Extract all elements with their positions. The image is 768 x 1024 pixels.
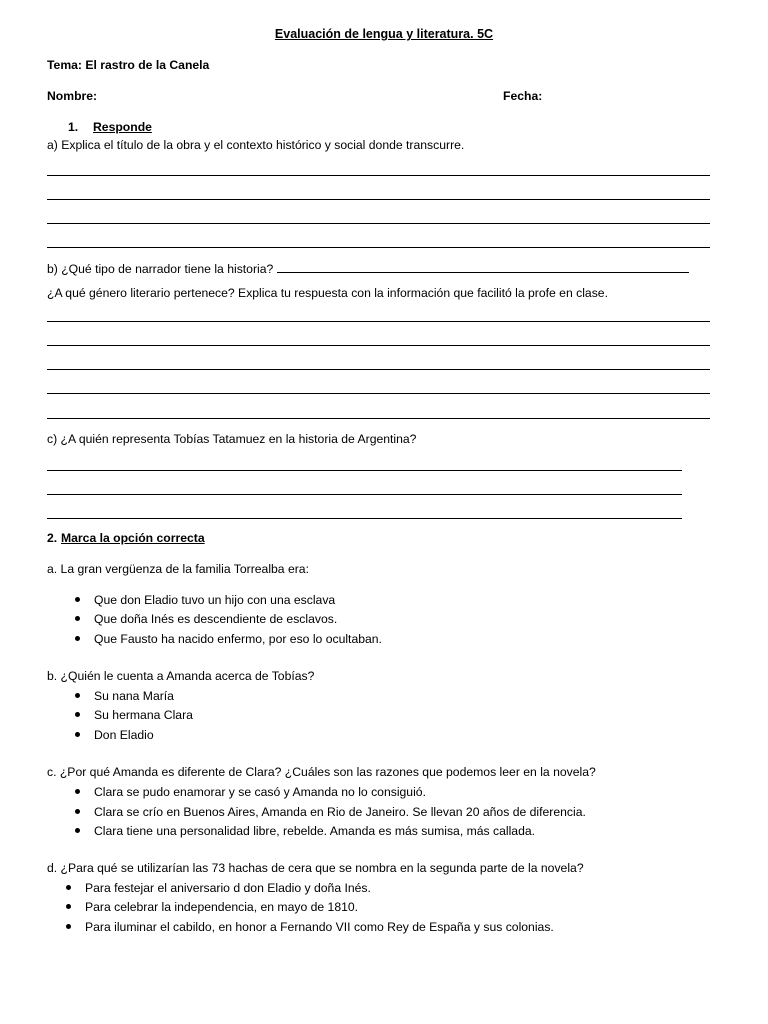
question-1c: c) ¿A quién representa Tobías Tatamuez en la historia de Argentina? — [47, 432, 417, 446]
option[interactable]: Clara tiene una personalidad libre, rebelde. Amanda es más sumisa, más callada. — [75, 824, 535, 838]
question-1b-text: b) ¿Qué tipo de narrador tiene la historia? — [47, 262, 274, 276]
answer-line-inline[interactable] — [277, 261, 689, 273]
option[interactable]: Clara se crío en Buenos Aires, Amanda en Rio de Janeiro. Se llevan 20 años de diferencia. — [75, 805, 586, 819]
question-1a: a) Explica el título de la obra y el contexto histórico y social donde transcurre. — [47, 138, 465, 152]
answer-line[interactable] — [47, 418, 710, 419]
section1-heading: Responde — [93, 120, 152, 134]
mc-question-d: d. ¿Para qué se utilizarían las 73 hachas de cera que se nombra en la segunda parte de la novela? — [47, 861, 584, 875]
answer-line[interactable] — [47, 223, 710, 224]
bullet-icon — [75, 636, 80, 641]
answer-line[interactable] — [47, 247, 710, 248]
option[interactable]: Su hermana Clara — [75, 708, 193, 722]
option[interactable]: Para celebrar la independencia, en mayo de 1810. — [66, 900, 358, 914]
topic-label: Tema: El rastro de la Canela — [47, 58, 210, 72]
bullet-icon — [75, 597, 80, 602]
option[interactable]: Que Fausto ha nacido enfermo, por eso lo ocultaban. — [75, 632, 382, 646]
bullet-icon — [66, 924, 71, 929]
answer-line[interactable] — [47, 494, 682, 495]
answer-line[interactable] — [47, 393, 710, 394]
bullet-icon — [75, 732, 80, 737]
date-label: Fecha: — [503, 89, 543, 103]
answer-line[interactable] — [47, 518, 682, 519]
answer-line[interactable] — [47, 345, 710, 346]
bullet-icon — [66, 904, 71, 909]
option[interactable]: Para iluminar el cabildo, en honor a Fernando VII como Rey de España y sus colonias. — [66, 920, 554, 934]
question-1b-genre: ¿A qué género literario pertenece? Explica tu respuesta con la información que facilitó la profe en clase. — [47, 286, 608, 300]
name-label: Nombre: — [47, 89, 98, 103]
answer-line[interactable] — [47, 470, 682, 471]
bullet-icon — [66, 885, 71, 890]
answer-line[interactable] — [47, 369, 710, 370]
option[interactable]: Que doña Inés es descendiente de esclavos. — [75, 612, 337, 626]
document-title: Evaluación de lengua y literatura. 5C — [274, 27, 494, 41]
bullet-icon — [75, 712, 80, 717]
answer-line[interactable] — [47, 321, 710, 322]
section2-number: 2. — [47, 531, 58, 545]
option[interactable]: Para festejar el aniversario d don Eladio y doña Inés. — [66, 881, 371, 895]
section2-heading: Marca la opción correcta — [61, 531, 205, 545]
answer-line[interactable] — [47, 199, 710, 200]
option[interactable]: Clara se pudo enamorar y se casó y Amanda no lo consiguió. — [75, 785, 426, 799]
mc-question-c: c. ¿Por qué Amanda es diferente de Clara? ¿Cuáles son las razones que podemos leer en la novela? — [47, 765, 596, 779]
bullet-icon — [75, 616, 80, 621]
option[interactable]: Su nana María — [75, 689, 174, 703]
mc-question-b: b. ¿Quién le cuenta a Amanda acerca de Tobías? — [47, 669, 315, 683]
section1-number: 1. — [68, 120, 79, 134]
bullet-icon — [75, 809, 80, 814]
bullet-icon — [75, 828, 80, 833]
bullet-icon — [75, 693, 80, 698]
option[interactable]: Don Eladio — [75, 728, 154, 742]
answer-line[interactable] — [47, 175, 710, 176]
question-1b — [47, 261, 689, 276]
bullet-icon — [75, 789, 80, 794]
option[interactable]: Que don Eladio tuvo un hijo con una esclava — [75, 593, 335, 607]
mc-question-a: a. La gran vergüenza de la familia Torrealba era: — [47, 562, 309, 576]
